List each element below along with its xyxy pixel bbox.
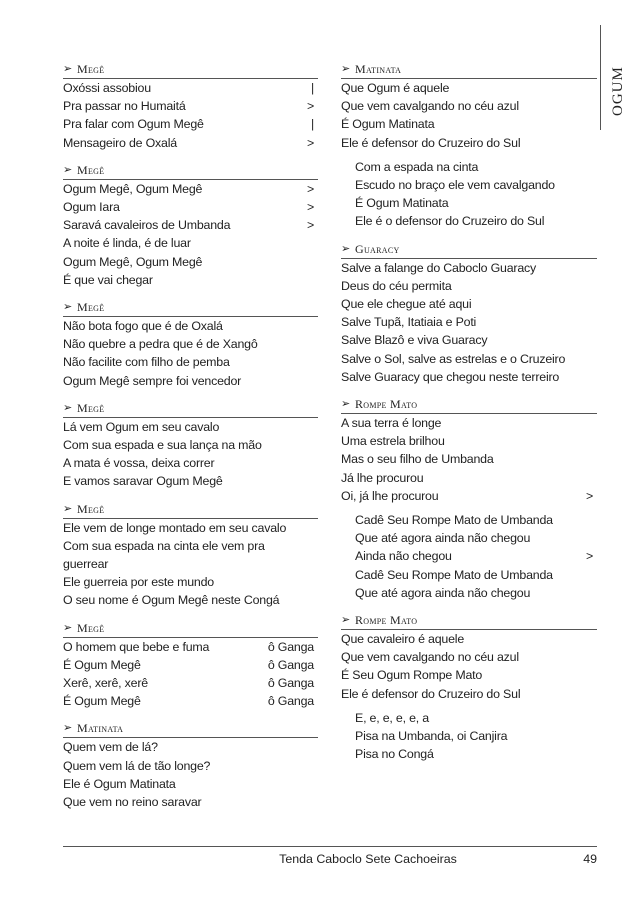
lyric-text: Quem vem lá de tão longe? [63,758,211,773]
lyric-line [341,727,597,745]
lyric-text: O seu nome é Ogum Megê neste Congá [63,593,280,608]
footer-rule [63,846,597,847]
lyric-line [341,368,597,386]
lyric-text: Ogum Megê sempre foi vencedor [63,373,242,388]
bullet-arrow-icon: ➢ [63,63,73,75]
song-title [63,721,318,738]
lyric-line [341,97,597,115]
lyric-line [341,115,597,133]
lyric-line [63,674,318,692]
lyric-text: Ele é Ogum Matinata [63,776,176,791]
song-section [341,397,597,602]
lyric-line [341,259,597,277]
lyric-text: Que vem no reino saravar [63,795,202,810]
footer-title: Tenda Caboclo Sete Cachoeiras [279,852,457,866]
lyric-text: Saravá cavaleiros de Umbanda [63,218,231,233]
repeat-mark: > [585,549,593,564]
lyric-text: Salve Blazô e viva Guaracy [341,333,488,348]
lyric-line [341,277,597,295]
lyric-text: É Ogum Matinata [341,117,435,132]
song-section [63,401,318,491]
lyric-line [63,198,318,216]
lyric-text: Com sua espada na cinta ele vem pra [63,538,265,553]
song-title-text: Guaracy [355,241,400,256]
song-title-text: Megê [77,162,105,177]
lyric-text: Ogum Megê, Ogum Megê [63,181,203,196]
lyric-text: Que ele chegue até aqui [341,297,472,312]
repeat-mark: ô Ganga [267,676,314,691]
lyric-text: Que vem cavalgando no céu azul [341,99,519,114]
song-title-text: Rompe Mato [355,613,418,628]
lyric-line [341,745,597,763]
song-title-text: Matinata [77,721,124,736]
lyric-line [63,638,318,656]
lyric-text: Oxóssi assobiou [63,81,151,95]
lyric-line [341,194,597,212]
left-column [63,62,318,822]
lyric-line [63,793,318,811]
lyric-text: Salve Guaracy que chegou neste terreiro [341,369,560,384]
song-section [341,242,597,386]
song-title [63,163,318,180]
lyric-text: A noite é linda, é de luar [63,236,191,251]
repeat-mark: | [310,117,314,132]
song-title [341,242,597,259]
bullet-arrow-icon: ➢ [63,301,73,314]
lyric-text: Que cavaleiro é aquele [341,632,465,647]
lyric-line [63,253,318,271]
lyric-text: Oi, já lhe procurou [341,488,439,503]
bullet-arrow-icon: ➢ [63,401,73,414]
repeat-mark: > [306,99,314,114]
right-column [341,62,597,775]
lyric-line [63,472,318,490]
lyric-line [63,115,318,133]
lyric-line [341,566,597,584]
lyric-line [341,529,597,547]
bullet-arrow-icon: ➢ [63,163,73,176]
lyric-text: Quem vem de lá? [63,740,158,755]
repeat-mark: ô Ganga [267,694,314,709]
lyric-text: Mas o seu filho de Umbanda [341,452,494,467]
lyric-line [63,519,318,537]
lyric-text: Mensageiro de Oxalá [63,135,177,150]
lyric-text: guerrear [63,557,109,572]
song-title [341,62,597,79]
lyric-line [63,317,318,335]
lyric-line [63,573,318,591]
lyric-text: Que até agora ainda não chegou [355,585,531,600]
song-section [341,62,597,231]
song-section [63,300,318,390]
lyric-line [63,775,318,793]
song-section [63,502,318,610]
lyric-text: Cadê Seu Rompe Mato de Umbanda [355,567,553,582]
lyric-text: Não facilite com filho de pemba [63,355,230,370]
lyric-line [63,436,318,454]
repeat-mark: > [306,218,314,233]
lyric-text: E vamos saravar Ogum Megê [63,474,223,489]
lyric-line [63,692,318,710]
lyric-line [341,79,597,97]
repeat-mark: > [306,200,314,215]
lyric-line [63,134,318,152]
song-section [63,721,318,811]
lyric-line [63,97,318,115]
lyric-line [63,418,318,436]
lyric-text: Uma estrela brilhou [341,434,445,449]
lyric-text: Ele é defensor do Cruzeiro do Sul [341,686,521,701]
lyric-line [341,469,597,487]
lyric-line [63,79,318,97]
lyric-text: Com sua espada e sua lança na mão [63,438,262,453]
song-title [341,397,597,414]
lyric-line [341,331,597,349]
lyric-text: A mata é vossa, deixa correr [63,456,215,471]
lyric-text: É Ogum Megê [63,694,141,709]
lyric-line [63,234,318,252]
lyric-text: É que vai chegar [63,272,153,287]
lyric-line [63,180,318,198]
lyric-text: Que até agora ainda não chegou [355,531,531,546]
lyric-text: Ainda não chegou [355,549,452,564]
lyric-line [341,158,597,176]
lyric-text: A sua terra é longe [341,416,442,431]
lyric-line [341,648,597,666]
lyric-text: Não bota fogo que é de Oxalá [63,319,223,334]
song-title [341,613,597,630]
lyric-line [63,216,318,234]
lyric-line [341,584,597,602]
lyric-line [341,414,597,432]
lyric-text: Lá vem Ogum em seu cavalo [63,419,220,434]
lyric-text: Que vem cavalgando no céu azul [341,650,519,665]
song-title [63,62,318,79]
repeat-mark: ô Ganga [267,639,314,654]
lyric-text: Deus do céu permita [341,278,452,293]
lyric-text: Salve o Sol, salve as estrelas e o Cruzeiro [341,351,566,366]
lyric-text: Que Ogum é aquele [341,81,450,95]
lyric-line [341,709,597,727]
repeat-mark: > [306,181,314,196]
song-title [63,502,318,519]
lyric-line [63,555,318,573]
bullet-arrow-icon: ➢ [63,621,73,634]
lyric-line [63,353,318,371]
lyric-text: Ele é o defensor do Cruzeiro do Sul [355,214,545,229]
bullet-arrow-icon: ➢ [63,502,73,515]
repeat-mark: > [585,488,593,503]
lyric-text: Xerê, xerê, xerê [63,676,148,691]
lyric-text: Não quebre a pedra que é de Xangô [63,337,258,352]
page-number: 49 [583,852,597,866]
lyric-text: Pra passar no Humaitá [63,99,186,114]
song-title [63,401,318,418]
lyric-line [341,511,597,529]
repeat-mark: > [306,135,314,150]
lyric-text: Pra falar com Ogum Megê [63,117,204,132]
chapter-tab-rule [600,25,601,130]
bullet-arrow-icon: ➢ [341,398,351,411]
lyric-text: Ele é defensor do Cruzeiro do Sul [341,135,521,150]
lyric-line [63,591,318,609]
lyric-line [341,313,597,331]
lyric-text: Ogum Iara [63,200,120,215]
song-title-text: Megê [77,400,105,415]
lyric-line [63,757,318,775]
song-section [63,62,318,152]
song-title-text: Megê [77,300,105,315]
lyric-line [341,176,597,194]
lyric-line [341,134,597,152]
lyric-line [341,685,597,703]
lyric-line [63,335,318,353]
lyric-text: Ele vem de longe montado em seu cavalo [63,520,287,535]
song-title [63,300,318,317]
lyric-line [63,656,318,674]
lyric-line [341,450,597,468]
lyric-text: E, e, e, e, e, a [355,710,429,725]
lyric-text: Ele guerreia por este mundo [63,575,214,590]
song-title-text: Rompe Mato [355,397,418,412]
lyric-text: Ogum Megê, Ogum Megê [63,254,203,269]
song-section [63,621,318,711]
chapter-tab: OGUM [610,66,626,116]
bullet-arrow-icon: ➢ [341,614,351,627]
lyric-text: É Ogum Matinata [355,196,449,211]
lyric-line [341,547,597,565]
lyric-line [341,666,597,684]
song-section [63,163,318,289]
lyric-text: Já lhe procurou [341,470,424,485]
song-title-text: Matinata [355,62,402,76]
lyric-text: O homem que bebe e fuma [63,639,210,654]
lyric-line [63,537,318,555]
lyric-text: É Seu Ogum Rompe Mato [341,668,483,683]
lyric-text: Pisa na Umbanda, oi Canjira [355,729,508,744]
lyric-line [341,630,597,648]
lyric-line [341,350,597,368]
bullet-arrow-icon: ➢ [341,63,351,75]
song-title-text: Megê [77,620,105,635]
lyric-text: Salve Tupã, Itatiaia e Poti [341,315,477,330]
song-title-text: Megê [77,501,105,516]
lyric-text: Salve a falange do Caboclo Guaracy [341,260,537,275]
song-title-text: Megê [77,62,105,76]
lyric-line [341,212,597,230]
lyric-text: Cadê Seu Rompe Mato de Umbanda [355,513,553,528]
lyric-line [63,454,318,472]
lyric-text: É Ogum Megê [63,657,141,672]
bullet-arrow-icon: ➢ [63,722,73,735]
lyric-line [63,738,318,756]
lyric-line [341,295,597,313]
song-section [341,613,597,763]
lyric-line [341,432,597,450]
repeat-mark: | [310,81,314,95]
lyric-text: Pisa no Congá [355,747,434,762]
bullet-arrow-icon: ➢ [341,242,351,255]
lyric-text: Escudo no braço ele vem cavalgando [355,178,555,193]
lyric-line [63,271,318,289]
lyric-text: Com a espada na cinta [355,159,479,174]
repeat-mark: ô Ganga [267,657,314,672]
lyric-line [63,372,318,390]
song-title [63,621,318,638]
lyric-line [341,487,597,505]
